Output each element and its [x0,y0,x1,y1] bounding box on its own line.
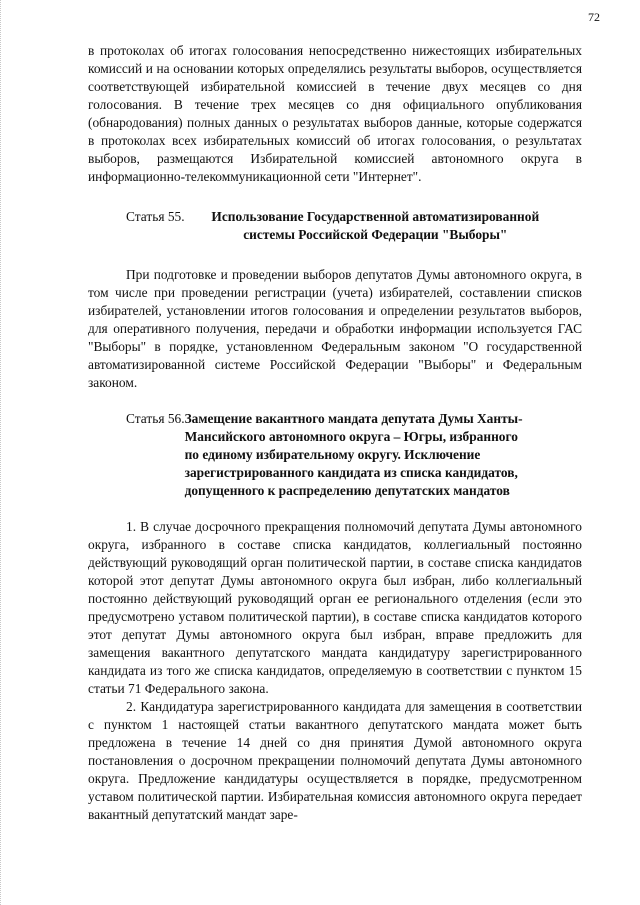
intro-paragraph: в протоколах об итогах голосования непосредственно нижестоящих избирательных комиссий и на основании которых определялись результаты выборов, осуществляется соответствующей избирательной комиссией в течение двух месяцев со дня голосования. В течение трех месяцев со дня официального опубликования (обнародования) полных данных о результатах выборов данные, которые содержатся в протоколах всех избирательных комиссий об итогах голосования, о результатах выборов, размещаются Избирательной комиссией автономного округа в информационно-телекоммуникационной сети "Интернет". [88,43,582,184]
article-56-paragraph-2: 2. Кандидатура зарегистрированного кандидата для замещения в соответствии с пунктом 1 настоящей статьи вакантного депутатского мандата может быть предложена в течение 14 дней со дня принятия Думой автономного округа постановления о досрочном прекращении полномочий депутата Думы автономного округа. Предложение кандидатуры осуществляется в порядке, предусмотренном уставом политической партии. Избирательная комиссия автономного округа передает вакантный депутатский мандат заре- [88,699,582,822]
article-55-label: Статья 55. [126,209,185,224]
article-55-title: Использование Государственной автоматизированной системы Российской Федерации "Выборы" [211,209,540,242]
article-56-heading [88,410,582,500]
article-56-title: Замещение вакантного мандата депутата Думы Ханты-Мансийского автономного округа – Югры, избранного по единому избирательному округу. Исключение зарегистрированного кандидата из списка кандидатов, допущенного к распределению депутатских мандатов [184,411,523,498]
page-number: 72 [588,10,600,24]
document-body [88,42,582,824]
article-55-heading [88,208,582,244]
article-56-label: Статья 56. [126,411,185,426]
article-55-paragraph: При подготовке и проведении выборов депутатов Думы автономного округа, в том числе при проведении регистрации (учета) избирателей, составлении списков избирателей, установлении итогов голосования и определении результатов выборов, для оперативного получения, передачи и обработки информации используется ГАС "Выборы" в порядке, установленном Федеральным законом "О государственной автоматизированной системе Российской Федерации "Выборы" и Федеральным законом. [88,267,582,390]
scan-left-edge [0,0,5,905]
article-56-paragraph-1: 1. В случае досрочного прекращения полномочий депутата Думы автономного округа, избранного в составе списка кандидатов, коллегиальный постоянно действующий руководящий орган политической партии, в составе списка кандидатов которой этот депутат Думы автономного округа был избран, либо коллегиальный постоянно действующий руководящий орган ее регионального отделения (если это предусмотрено уставом политической партии), в составе списка кандидатов которого этот депутат Думы автономного округа был избран, вправе предложить для замещения вакантного депутатского мандата кандидатуру зарегистрированного кандидата из того же списка кандидатов, определяемую в соответствии с пунктом 15 статьи 71 Федерального закона. [88,519,582,696]
